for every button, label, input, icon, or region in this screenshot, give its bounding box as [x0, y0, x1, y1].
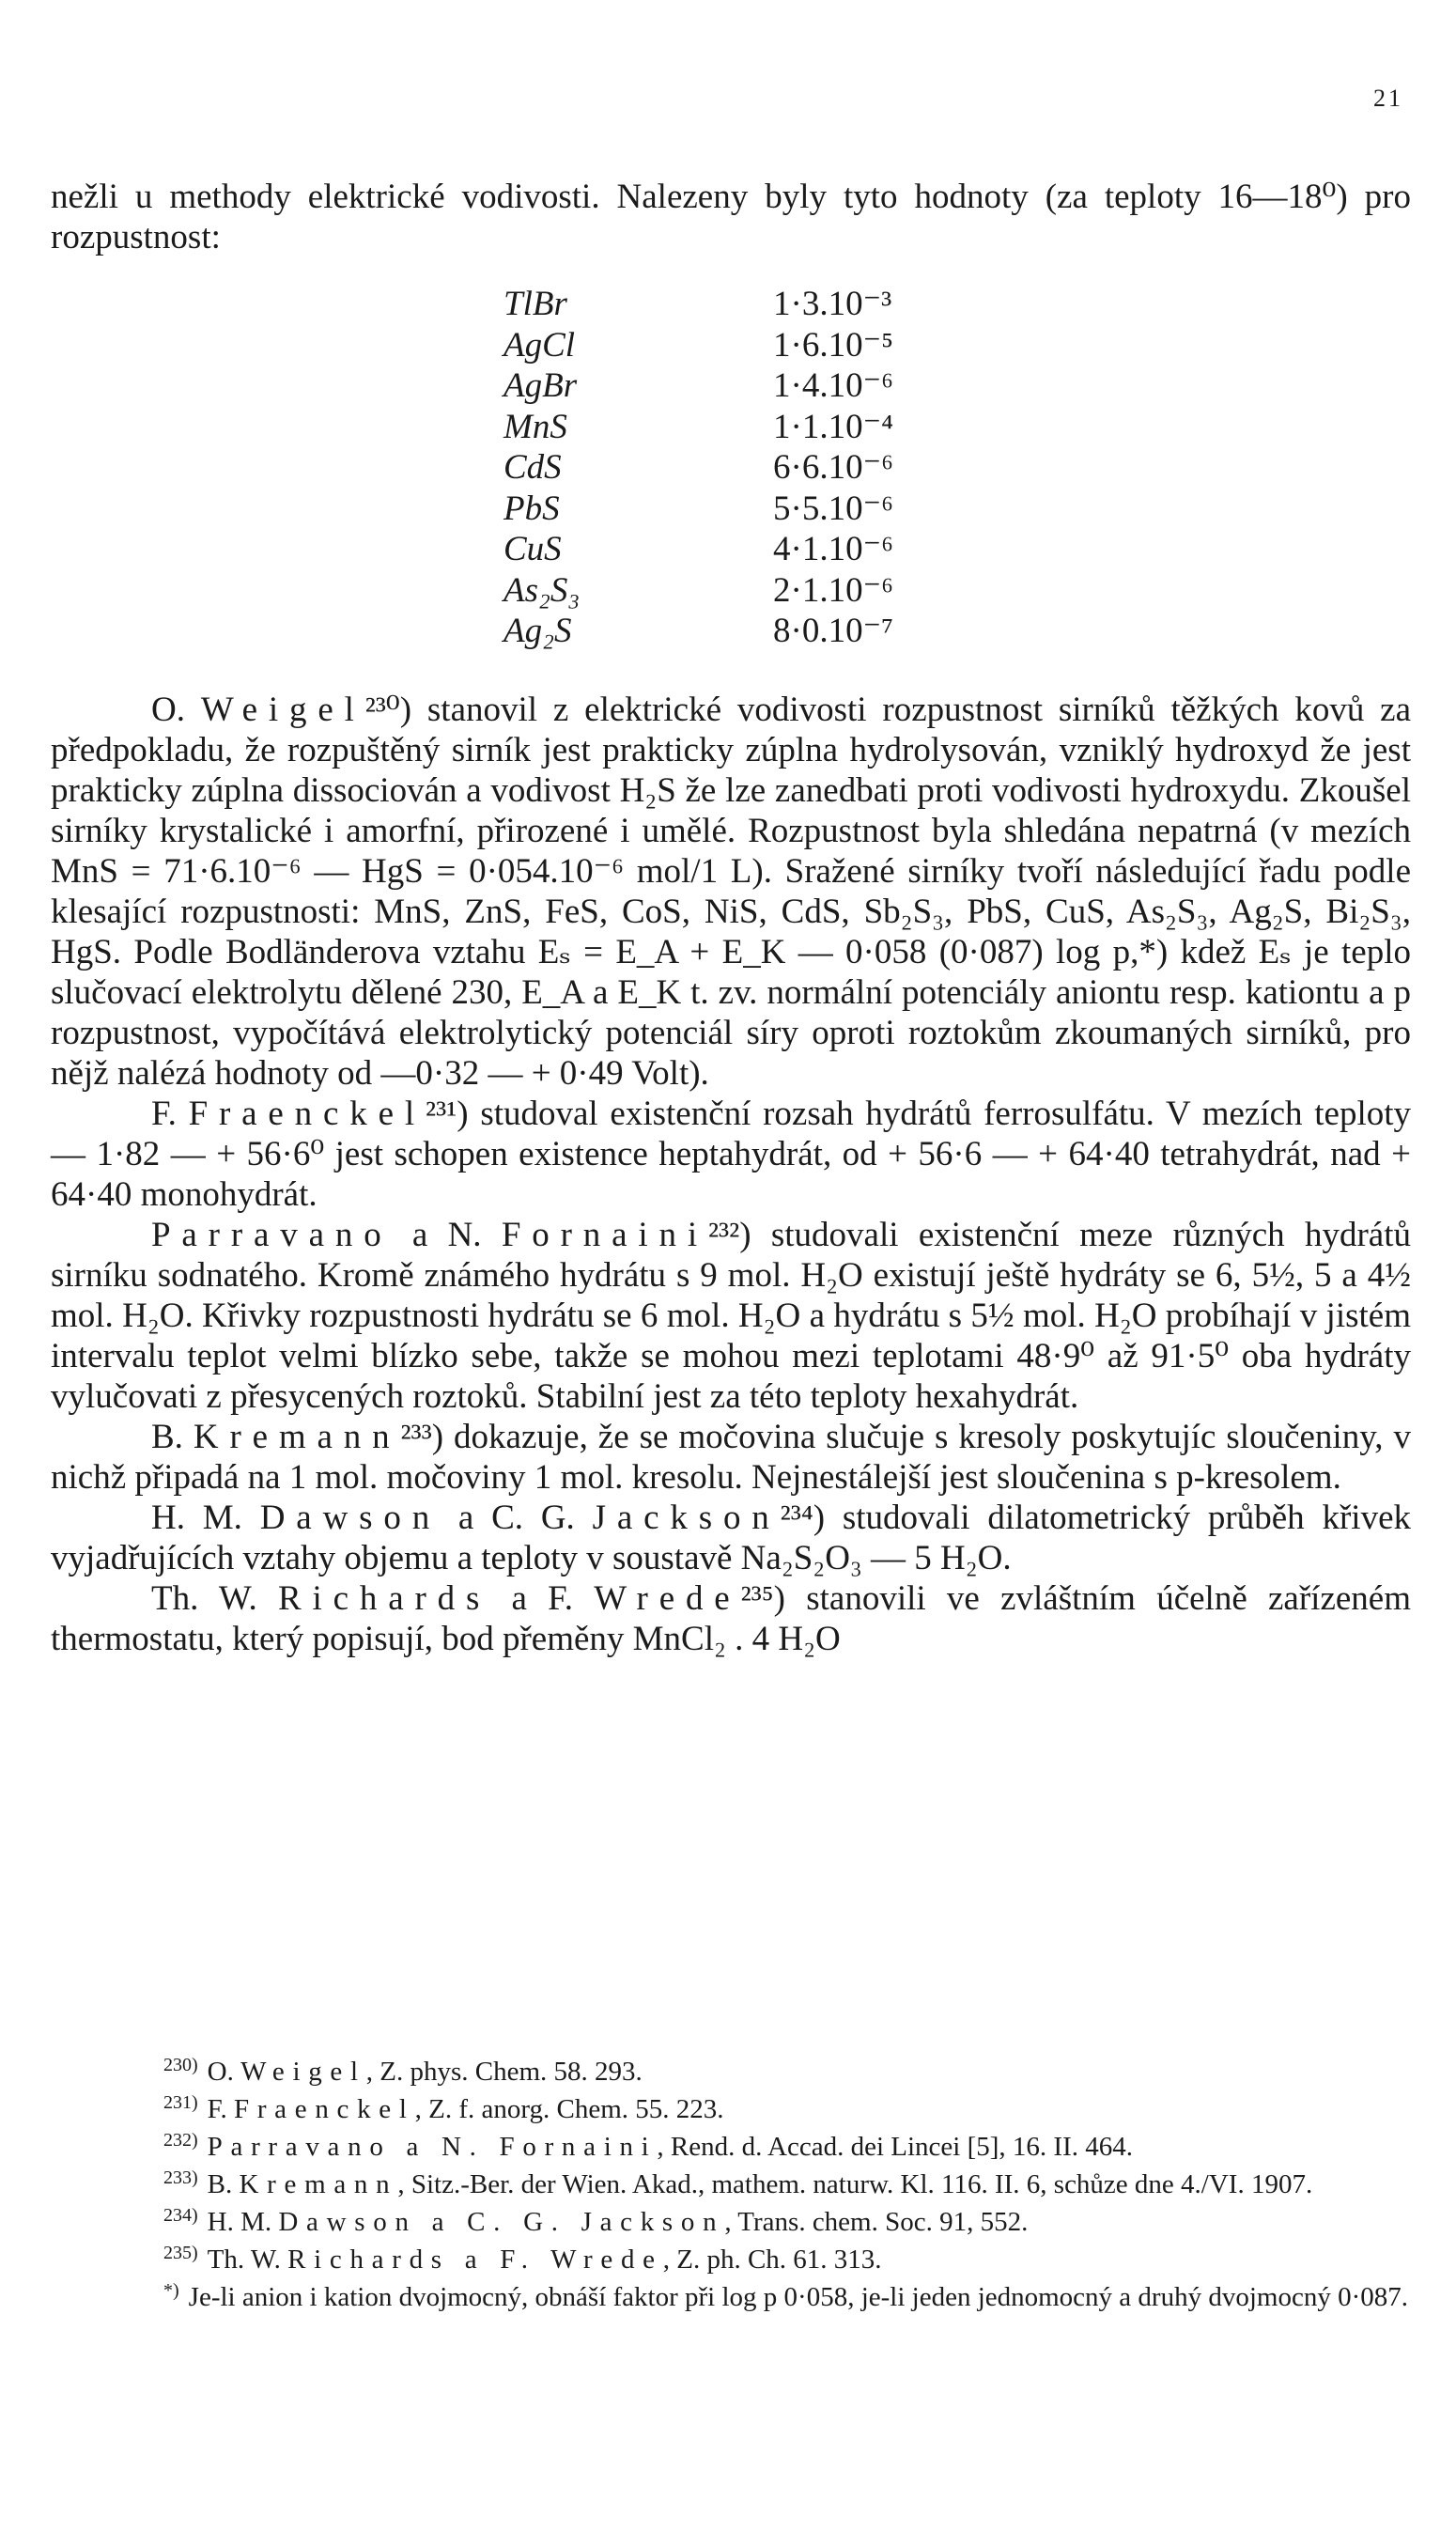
footnote-ref: ²³⁴ — [780, 1498, 813, 1537]
footnote-author: Richards a F. Wrede — [287, 2245, 663, 2275]
footnote-text: Je-li anion i kation dvojmocný, obnáší faktor při log p 0·058, je-li jeden jednomocný a druhý dvojmocný 0·087. — [188, 2282, 1408, 2312]
footnote-number: 235) — [163, 2243, 198, 2263]
footnote-ref: ²³⁵ — [740, 1578, 774, 1618]
compound-formula: As₂S₃ — [503, 570, 581, 610]
footnote-ref: ²³¹ — [426, 1094, 457, 1133]
footnote: $^{235)}$ Th. W. Richards a F. Wrede, Z. ph. Ch. 61. 313. — [163, 2243, 882, 2275]
footnote-author: Dawson a C. G. Jackson — [278, 2207, 725, 2237]
author-name: Kremann — [193, 1417, 401, 1456]
solubility-value: 1·4.10⁻⁶ — [773, 366, 894, 406]
footnote — [51, 2126, 1411, 2162]
compound-formula: CuS — [503, 530, 562, 569]
footnote-text: , Z. f. anorg. Chem. 55. 223. — [414, 2094, 724, 2124]
paragraph-parravano: Parravano a N. Fornaini²³²) studovali existenční meze různých hydrátů sirníku sodnatého. Kromě známého hydrátu s 9 mol. H₂O existují ještě hydráty se 6, 5½, 5 a 4½ mol. H₂O. Křivky rozpustnosti hydrátu se 6 mol. H₂O a hydrátu s 5½ mol. H₂O probíhají v jistém intervalu teplot velmi blízko sebe, takže se mohou mezi teplotami 48·9⁰ až 91·5⁰ oba hydráty vylučovati z přesycených roztoků. Stabilní jest za této teploty hexahydrát. — [51, 1215, 1411, 1416]
footnote-author: Fraenckel — [233, 2094, 415, 2124]
footnote-author: Kremann — [239, 2169, 398, 2199]
author-name: Jackson — [592, 1498, 781, 1537]
footnote-text: , Sitz.-Ber. der Wien. Akad., mathem. naturw. Kl. 116. II. 6, schůze dne 4./VI. 1907. — [397, 2169, 1313, 2199]
footnote-number: 233) — [163, 2167, 198, 2188]
footnote: $^{231)}$ F. Fraenckel, Z. f. anorg. Chem. 55. 223. — [163, 2092, 724, 2124]
solubility-value: 4·1.10⁻⁶ — [773, 530, 894, 569]
footnotes — [51, 2051, 1411, 2314]
footnote-text: , Trans. chem. Soc. 91, 552. — [724, 2207, 1029, 2237]
footnote-author: Parravano a N. Fornaini — [207, 2132, 658, 2162]
paragraph-kremann: B. Kremann²³³) dokazuje, že se močovina slučuje s kresoly poskytujíc sloučeniny, v nichž připadá na 1 mol. močoviny 1 mol. kresolu. Nejnestálejší jest sloučenina s p-kresolem. — [51, 1417, 1412, 1497]
body-text — [51, 177, 1411, 1659]
footnote-ref: ²³² — [707, 1215, 740, 1254]
solubility-row — [503, 447, 1055, 489]
solubility-row — [503, 325, 1055, 366]
footnote-ref: ²³⁰ — [364, 690, 400, 729]
author-name: Richards — [277, 1578, 491, 1618]
footnote-number: 232) — [163, 2130, 198, 2151]
solubility-row — [503, 570, 1055, 612]
solubility-row — [503, 529, 1055, 570]
solubility-row — [503, 407, 1055, 448]
paragraph-richards: Th. W. Richards a F. Wrede²³⁵) stanovili ve zvláštním účelně zařízeném thermostatu, který popisují, bod přeměny MnCl₂ . 4 H₂O — [51, 1578, 1412, 1658]
author-name: Fraenckel — [188, 1094, 426, 1133]
author-name: Dawson — [259, 1498, 441, 1537]
footnote-number: *) — [163, 2280, 179, 2301]
author-name: Weigel — [200, 690, 365, 729]
footnote-number: 234) — [163, 2205, 198, 2226]
compound-formula: PbS — [503, 489, 560, 528]
compound-formula: TlBr — [503, 285, 567, 324]
footnote: $^{233)}$ B. Kremann, Sitz.-Ber. der Wien. Akad., mathem. naturw. Kl. 116. II. 6, schůze dne 4./VI. 1907. — [163, 2167, 1313, 2199]
author-name: Parravano — [151, 1215, 393, 1254]
solubility-value: 6·6.10⁻⁶ — [773, 448, 894, 488]
page-number: 21 — [1373, 85, 1403, 112]
paragraph-dawson: H. M. Dawson a C. G. Jackson²³⁴) studovali dilatometrický průběh křivek vyjadřujících vztahy objemu a teploty v soustavě Na₂S₂O₃ — 5 H₂O. — [51, 1498, 1411, 1577]
solubility-value: 1·3.10⁻³ — [773, 285, 892, 324]
compound-formula: Ag₂S — [503, 612, 572, 651]
footnote-number: 230) — [163, 2055, 198, 2075]
footnote — [51, 2276, 1411, 2312]
solubility-table — [503, 284, 1055, 652]
footnote-text: , Z. ph. Ch. 61. 313. — [662, 2245, 882, 2275]
solubility-value: 1·6.10⁻⁵ — [773, 325, 894, 365]
paragraph-weigel: O. Weigel²³⁰) stanovil z elektrické vodivosti rozpustnost sirníků těžkých kovů za předpokladu, že rozpuštěný sirník jest prakticky zúplna hydrolysován, vzniklý hydroxyd že jest prakticky zúplna dissociován a vodivost H₂S že lze zanedbati proti vodivosti hydroxydu. Zkoušel sirníky krystalické i amorfní, přirozené i umělé. Rozpustnost byla shledána nepatrná (v mezích MnS = 71·6.10⁻⁶ — HgS = 0·054.10⁻⁶ mol/1 L). Sražené sirníky tvoří následující řadu podle klesající rozpustnosti: MnS, ZnS, FeS, CoS, NiS, CdS, Sb₂S₃, PbS, CuS, As₂S₃, Ag₂S, Bi₂S₃, HgS. Podle Bodländerova vztahu Eₛ = E_A + E_K — 0·058 (0·087) log p,*) kdež Eₛ je teplo slučovací elektrolytu dělené 230, E_A a E_K t. zv. normální potenciály aniontu resp. kationtu a p rozpustnost, vypočítává elektrolytický potenciál síry oproti roztokům zkoumaných sirníků, pro nějž nalézá hodnoty od —0·32 — + 0·49 Volt). — [51, 690, 1411, 1093]
solubility-row — [503, 284, 1055, 325]
footnote-text: , Rend. d. Accad. dei Lincei [5], 16. II. 464. — [657, 2132, 1133, 2162]
footnote: $^{234)}$ H. M. Dawson a C. G. Jackson, Trans. chem. Soc. 91, 552. — [163, 2205, 1029, 2237]
compound-formula: AgCl — [503, 325, 576, 365]
footnote: $^{230)}$ O. Weigel, Z. phys. Chem. 58. 293. — [163, 2055, 643, 2087]
solubility-value: 2·1.10⁻⁶ — [773, 570, 894, 610]
compound-formula: CdS — [503, 448, 562, 488]
solubility-row — [503, 489, 1055, 530]
solubility-value: 1·1.10⁻⁴ — [773, 407, 894, 446]
footnote-ref: ²³³ — [400, 1417, 432, 1456]
compound-formula: AgBr — [503, 366, 578, 406]
solubility-row — [503, 611, 1055, 652]
compound-formula: MnS — [503, 407, 567, 446]
footnote-author: Weigel — [240, 2057, 366, 2087]
footnote-text: , Z. phys. Chem. 58. 293. — [365, 2057, 643, 2087]
footnote-number: 231) — [163, 2092, 198, 2113]
author-name: Fornaini — [501, 1215, 708, 1254]
intro-paragraph: nežli u methody elektrické vodivosti. Nalezeny byly tyto hodnoty (za teploty 16—18⁰) pro rozpustnost: — [51, 178, 1411, 256]
solubility-row — [503, 365, 1055, 407]
paragraph-fraenckel: F. Fraenckel²³¹) studoval existenční rozsah hydrátů ferrosulfátu. V mezích teploty — 1·82 — + 56·6⁰ jest schopen existence heptahydrát, od + 56·6 — + 64·40 tetrahydrát, nad + 64·40 monohydrát. — [51, 1094, 1412, 1214]
solubility-value: 5·5.10⁻⁶ — [773, 489, 894, 528]
author-name: Wrede — [594, 1578, 741, 1618]
solubility-value: 8·0.10⁻⁷ — [773, 612, 894, 651]
